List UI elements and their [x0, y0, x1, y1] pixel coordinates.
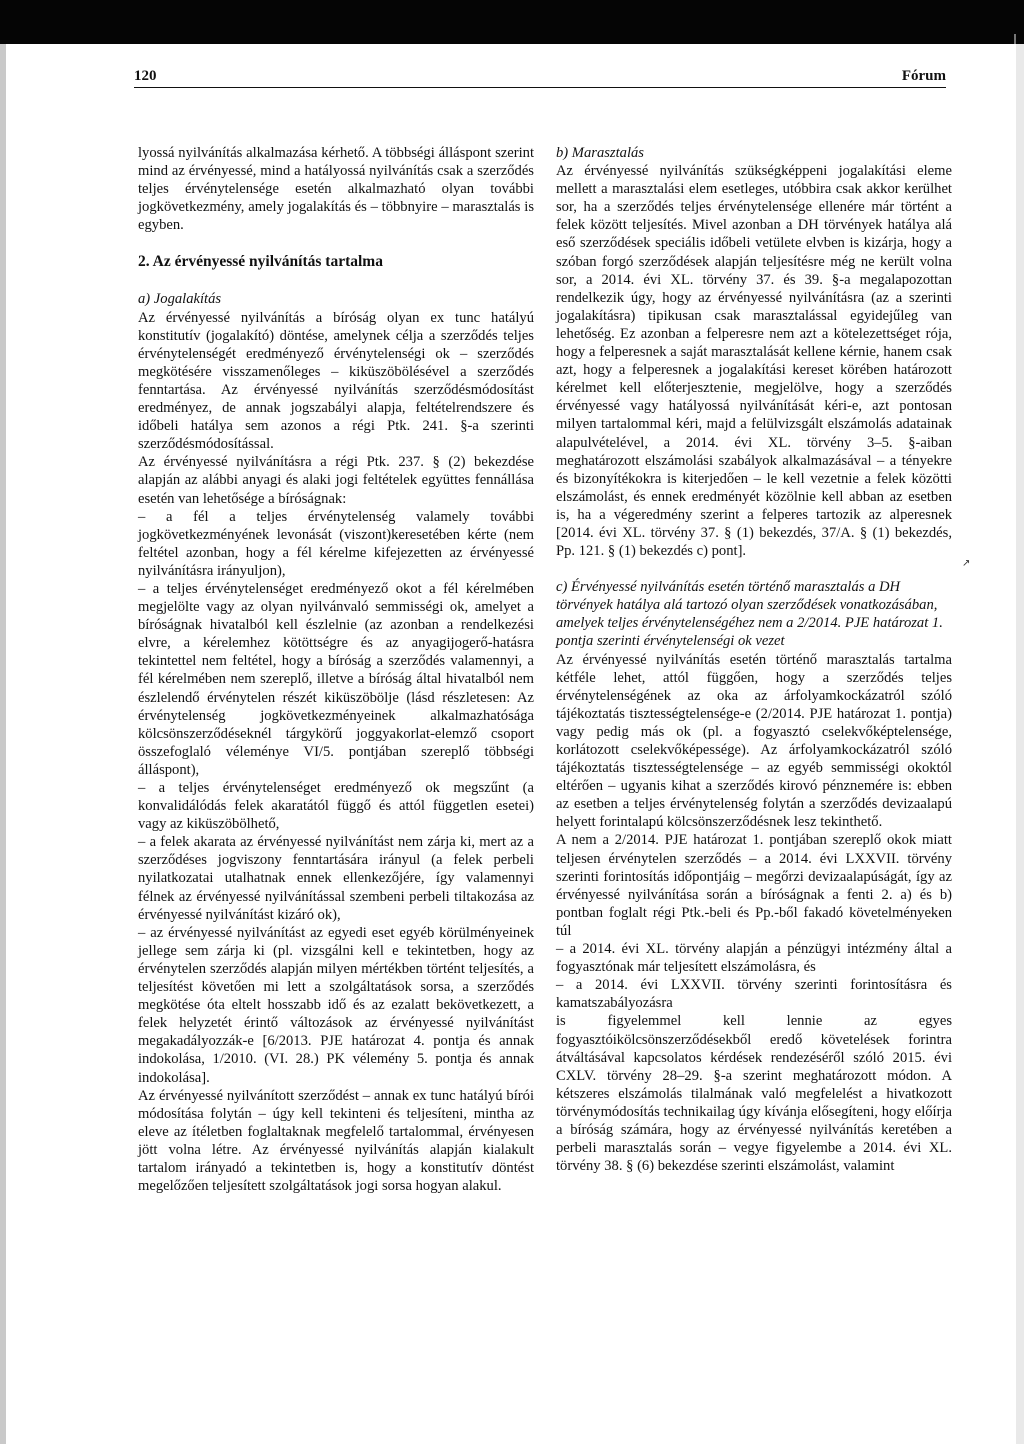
- margin-mark-icon: ↗: [962, 558, 971, 569]
- paragraph: is figyelemmel kell lennie az egyes fogyasztóikölcsönszerződésekből eredő követelések forintra átváltásával kapcsolatos kérdések rendezéséről szóló 2015. évi CXLV. törvény 28–29. §-a szerint meghatározott módon. A kétszeres elszámolás tilalmának való megfelelést a hivatkozott törvénymódosítás technikailag úgy kívánja elősegíteni, hogy előírja a bíróság számára, hogy az érvényessé nyilvánítás keretében a perbeli marasztalás során – vegye figyelembe a 2014. évi XL. törvény 38. § (6) bekezdése szerinti elszámolást, valamint: [556, 1013, 952, 1175]
- dash-list-item: – a felek akarata az érvényessé nyilvánítást nem zárja ki, mert az a szerződéses jogviszony fenntartására irányul (a felek perbeli nyilatkozatai utalhatnak ennek ellenkezőjére, így valamennyi félnek az érvényessé nyilvánítással szembeni perbeli tiltakozása az érvényessé nyilvánítást kizáró ok),: [138, 834, 534, 923]
- paragraph: Az érvényessé nyilvánítás a bíróság olyan ex tunc hatályú konstitutív (jogalakító) döntése, amelynek célja a szerződés teljes érvénytelenségét eredményező érvénytelenségi ok – szerződés megkötésére visszamenőleges – kiküszöbölésével a szerződés fenntartása. Az érvényessé nyilvánítás szerződésmódosítást eredményez, de annak jogszabályi alapja, feltételrendszere és időbeli hatálya sem azonos a régi Ptk. 241. §-a szerinti szerződésmódosítással.: [138, 309, 534, 453]
- subheading-a: a) Jogalakítás: [138, 291, 222, 308]
- subheading-c: c) Érvényessé nyilvánítás esetén történő marasztalás a DH törvények hatálya alá tartozó olyan szerződések vonatkozásában, amelyek teljes érvénytelenségéhez nem a 2/2014. PJE határozat 1. pontja szerinti érvénytelenségi ok vezet: [556, 579, 943, 650]
- paragraph: Az érvényessé nyilvánítás esetén történő marasztalás tartalma kétféle lehet, attól függően, hogy a szerződés teljes érvénytelenségének az oka az árfolyamkockázatról szóló tájékoztatás tisztességtelensége-e (2/2014. PJE határozat 1. pontja) vagy pedig más ok (pl. a fogyasztó cselekvőképtelensége, korlátozott cselekvőképessége). Az árfolyamkockázatról szóló tájékoztatás tisztességtelensége – az egyéb semmisségi okoktól eltérően – ugyanis kihat a szerződés kirovó pénznemére is: ebben az esetben a teljes érvénytelenség folytán a szerződés devizaalapú helyett forintalapú kölcsönszerződésnek lesz tekinthető.: [556, 651, 952, 831]
- paragraph: Az érvényessé nyilvánításra a régi Ptk. 237. § (2) bekezdése alapján az alábbi anyagi és alaki jogi feltételek együttes fennállása esetén van lehetősége a bíróságnak:: [138, 454, 534, 507]
- paragraph: A nem a 2/2014. PJE határozat 1. pontjában szereplő okok miatt teljesen érvénytelen szerződés – a 2014. évi LXXVII. törvény szerinti forintosítás időpontjáig – megőrzi devizaalapúságát, így az érvényessé nyilvánítása során a bíróságnak a fenti 2. a) és b) pontban foglalt régi Ptk.-beli és Pp.-ből fakadó követelményeken túl: [556, 832, 952, 939]
- dash-list-item: – a 2014. évi LXXVII. törvény szerinti forintosításra és kamatszabályozásra: [556, 977, 952, 1012]
- dash-list-item: – a teljes érvénytelenséget eredményező okot a fél kérelmében megjelölte vagy az olyan nyilvánvaló semmisségi ok, amelyet a bíróságnak hivatalból kell észlelnie (az azonban a rendelkezési elvre, a kérelemhez kötöttségre és az anyagijogerő-hatásra tekintettel nem feltétel, hogy a bíróság a szerződés valamennyi, a fél kérelmében nem szereplő, illetve a bíróság által hivatalból nem észlelendő érvénytelen részét kiküszöbölje (lásd részletesen: Az érvénytelenség jogkövetkezményeinek alkalmazhatósága kölcsönszerződéseknél tárgykörű joggyakorlat-elemző csoport összefoglaló véleménye VI/5. pontjában szereplő többségi álláspont),: [138, 580, 534, 778]
- subheading-b: b) Marasztalás: [556, 145, 644, 161]
- left-column: [138, 144, 534, 1195]
- section-heading: 2. Az érvényessé nyilvánítás tartalma: [138, 253, 383, 271]
- journal-title: Fórum: [901, 68, 946, 84]
- dash-list-item: – a 2014. évi XL. törvény alapján a pénzügyi intézmény által a fogyasztónak már teljesített elszámolásra, és: [556, 941, 952, 976]
- dash-list-item: – a fél a teljes érvénytelenség valamely további jogkövetkezményének levonását (viszont)keresetében kérte (nem feltétel azonban, hogy a fél kérelme kifejezetten az érvényessé nyilvánításra irányuljon),: [138, 508, 534, 579]
- paragraph: Az érvényessé nyilvánítás szükségképpeni jogalakítási eleme mellett a marasztalási elem esetleges, utóbbira csak akkor kerülhet sor, ha a szerződés teljes érvénytelensége ellenére már történt a felek között teljesítés. Mivel azonban a DH törvények hatálya alá eső szerződések speciális időbeli vetülete elvben is kizárja, hogy a szóban forgó szerződések alapján teljesítésre még ne került volna sor, a 2014. évi XL. törvény 37. és 39. §-a megalapozottan rendelkezik úgy, hogy az érvényessé nyilvánításra (az a szerinti jogalakításra) tipikusan csak marasztalással egyidejűleg van lehetőség. Ez azonban a felperesre nem azt a kötelezettséget rója, hogy a felperesnek a saját marasztalását kellene kérnie, hanem csak azt, hogy a felperesnek a jogalakítási kereset körében határozott kérelmet kell előterjesztenie, megjelölve, hogy a szerződés érvényessé vagy hatályossá nyilvánítását kéri-e, azt pontosan milyen tartalommal kéri, majd a felülvizsgált elszámolás adatainak alapulvételével, a 2014. évi XL. törvény 3–5. §-aiban meghatározott elszámolási szabályok alkalmazásával – a tényekre és bizonyítékokra is kiterjedően – le kell vezetnie a felek közötti elszámolást, és ennek eredményét közölnie kell abban az esetben is, ha a végeredmény szerint a felperes tartozik az alperesnek [2014. évi XL. törvény 37. § (1) bekezdés, 37/A. § (1) bekezdés, Pp. 121. § (1) bekezdés c) pont].: [556, 163, 952, 560]
- dash-list-item: – az érvényessé nyilvánítást az egyedi eset egyéb körülményeinek jellege sem zárja ki (pl. vizsgálni kell e tekintetben, hogy az érvénytelen szerződés alapján milyen mértékben történt teljesítés, a teljesítést követően mi lett a szolgáltatások sorsa, a szerződés megkötése óta eltelt hosszabb idő és az ezalatt bekövetkezett, a felek helyzetét érintő változások az érvényessé nyilvánítást megakadályozzák-e [6/2013. PJE határozat 4. pontja és annak indokolása, 1/2010. (VI. 28.) PK vélemény 5. pontja és annak indokolása].: [138, 924, 534, 1086]
- dash-list-item: – a teljes érvénytelenséget eredményező ok megszűnt (a konvalidálódás felek akaratától függő és attól független esetei) vagy az kiküszöbölhető,: [138, 780, 534, 833]
- paragraph-intro: lyossá nyilvánítás alkalmazása kérhető. A többségi álláspont szerint mind az érvényessé, mind a hatályossá nyilvánítás csak a szerződés teljes érvénytelensége esetén alkalmazható olyan további jogkövetkezmény, amely jogalakítás és – többnyire – marasztalás is egyben.: [138, 145, 534, 234]
- right-column: [556, 144, 952, 1175]
- running-header: [134, 63, 946, 88]
- paragraph: Az érvényessé nyilvánított szerződést – annak ex tunc hatályú bírói módosítása folytán – úgy kell tekinteni és teljesíteni, mintha az eleve az ítéletben foglaltaknak megfelelő tartalommal, érvényesen jött volna létre. Az érvényessé nyilvánítás alapján kialakult tartalom irányadó a tekintetben is, hogy a konstitutív döntést megelőzően teljesített szolgáltatások jogi sorsa hogyan alakul.: [138, 1087, 534, 1195]
- page-number: 120: [134, 68, 157, 84]
- scan-border-top: [0, 0, 1024, 44]
